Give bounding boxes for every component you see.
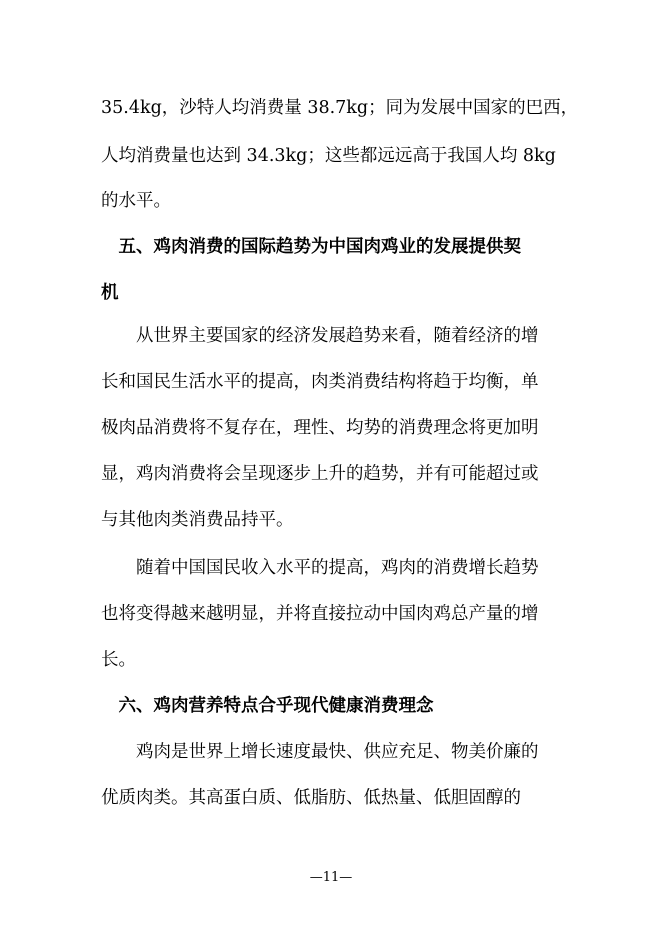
page-number: —11— [309,870,353,885]
paragraph-line: 长。 [101,650,136,670]
paragraph-line: 极肉品消费将不复存在，理性、均势的消费理念将更加明 [101,418,539,438]
paragraph-line: 显，鸡肉消费将会呈现逐步上升的趋势，并有可能超过或 [101,464,539,484]
paragraph-line: 随着中国国民收入水平的提高，鸡肉的消费增长趋势 [101,558,539,578]
section-heading: 六、鸡肉营养特点合乎现代健康消费理念 [101,696,434,716]
paragraph-line: 优质肉类。其高蛋白质、低脂肪、低热量、低胆固醇的 [101,788,521,808]
section-heading: 五、鸡肉消费的国际趋势为中国肉鸡业的发展提供契 [101,237,521,257]
section-heading: 机 [101,283,119,303]
paragraph-line: 从世界主要国家的经济发展趋势来看，随着经济的增 [101,326,539,346]
paragraph-line: 长和国民生活水平的提高，肉类消费结构将趋于均衡，单 [101,372,539,392]
paragraph-line: 35.4kg，沙特人均消费量 38.7kg；同为发展中国家的巴西， [101,98,579,118]
paragraph-line: 鸡肉是世界上增长速度最快、供应充足、物美价廉的 [101,742,539,762]
paragraph-line: 的水平。 [101,191,171,211]
paragraph-line: 与其他肉类消费品持平。 [101,510,294,530]
paragraph-line: 也将变得越来越明显，并将直接拉动中国肉鸡总产量的增 [101,604,539,624]
paragraph-line: 人均消费量也达到 34.3kg；这些都远远高于我国人均 8kg [101,146,556,166]
